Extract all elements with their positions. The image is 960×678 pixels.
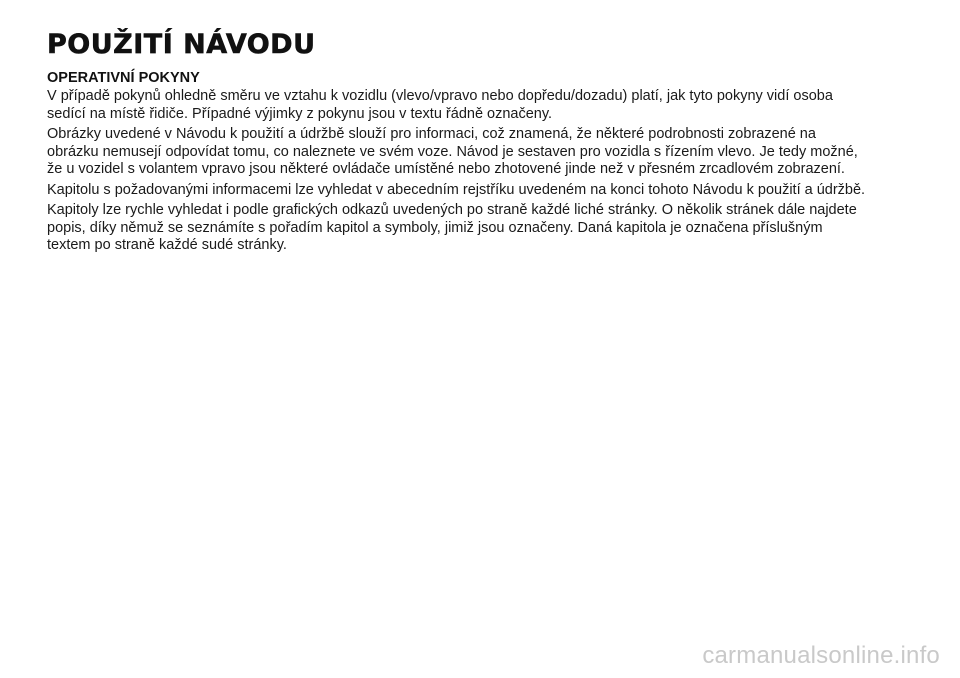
- paragraph-direction: V případě pokynů ohledně směru ve vztahu k vozidlu (vlevo/vpravo nebo dopředu/dozadu) platí, jak tyto pokyny vidí osoba sedící na místě řidiče. Případné výjimky z pokynu jsou v textu řádně označeny.: [47, 88, 833, 122]
- paragraph-chapters: Kapitoly lze rychle vyhledat i podle grafických odkazů uvedených po straně každé liché stránky. O několik stránek dále najdete popis, díky němuž se seznámíte s pořadím kapitol a symboly, jimiž jsou označeny. Daná kapitola je označena příslušným textem po straně každé sudé stránky.: [47, 202, 857, 253]
- manual-page: [47, 30, 867, 258]
- section-heading: OPERATIVNÍ POKYNY: [47, 70, 200, 86]
- paragraph-index: Kapitolu s požadovanými informacemi lze vyhledat v abecedním rejstříku uvedeném na konci tohoto Návodu k použití a údržbě.: [47, 181, 866, 198]
- paragraph-illustrations: Obrázky uvedené v Návodu k použití a údržbě slouží pro informaci, což znamená, že některé podrobnosti zobrazené na obrázku nemusejí odpovídat tomu, co naleznete ve svém voze. Návod je sestaven pro vozidla s řízením vlevo. Je tedy možné, že u vozidel s volantem vpravo jsou některé ovládače umístěné nebo zhotovené jinde než v přesném zrcadlovém zobrazení.: [47, 126, 858, 177]
- watermark-text: carmanualsonline.info: [702, 642, 940, 669]
- page-title: POUŽITÍ NÁVODU: [47, 29, 316, 60]
